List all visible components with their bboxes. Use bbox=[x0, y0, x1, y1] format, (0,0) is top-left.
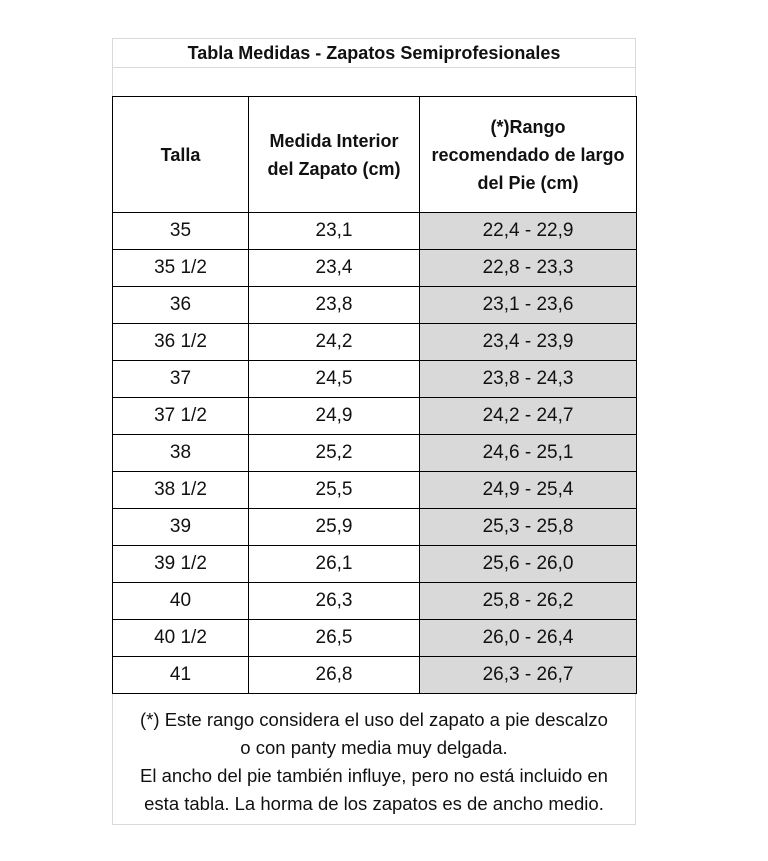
table-row bbox=[113, 546, 637, 583]
table-row bbox=[113, 435, 637, 472]
rango-cell: 25,8 - 26,2 bbox=[420, 583, 637, 620]
blank-row bbox=[112, 67, 636, 96]
table-row bbox=[113, 398, 637, 435]
talla-cell: 40 bbox=[113, 583, 249, 620]
medida-cell: 23,1 bbox=[249, 213, 420, 250]
header-medida-line1: Medida Interior bbox=[269, 130, 399, 151]
rango-cell: 22,4 - 22,9 bbox=[420, 213, 637, 250]
medida-cell: 26,1 bbox=[249, 546, 420, 583]
medida-cell: 26,8 bbox=[249, 657, 420, 694]
size-chart-sheet bbox=[112, 38, 636, 825]
footnote-line: esta tabla. La horma de los zapatos es de ancho medio. bbox=[144, 793, 604, 814]
talla-cell: 39 1/2 bbox=[113, 546, 249, 583]
header-talla bbox=[113, 97, 249, 213]
footnote-line: o con panty media muy delgada. bbox=[240, 737, 508, 758]
rango-cell: 24,6 - 25,1 bbox=[420, 435, 637, 472]
size-table bbox=[112, 96, 637, 694]
header-medida bbox=[249, 97, 420, 213]
table-row bbox=[113, 509, 637, 546]
table-row bbox=[113, 472, 637, 509]
table-title: Tabla Medidas - Zapatos Semiprofesionales bbox=[112, 38, 636, 67]
table-row bbox=[113, 287, 637, 324]
rango-cell: 23,4 - 23,9 bbox=[420, 324, 637, 361]
footnote bbox=[112, 694, 636, 825]
table-row bbox=[113, 583, 637, 620]
medida-cell: 24,9 bbox=[249, 398, 420, 435]
talla-cell: 35 bbox=[113, 213, 249, 250]
header-talla-label: Talla bbox=[160, 144, 201, 165]
medida-cell: 26,3 bbox=[249, 583, 420, 620]
talla-cell: 35 1/2 bbox=[113, 250, 249, 287]
footnote-line: El ancho del pie también influye, pero no está incluido en bbox=[140, 765, 608, 786]
rango-cell: 25,3 - 25,8 bbox=[420, 509, 637, 546]
medida-cell: 25,5 bbox=[249, 472, 420, 509]
medida-cell: 24,2 bbox=[249, 324, 420, 361]
medida-cell: 24,5 bbox=[249, 361, 420, 398]
table-row bbox=[113, 361, 637, 398]
table-body bbox=[113, 213, 637, 694]
rango-cell: 24,2 - 24,7 bbox=[420, 398, 637, 435]
rango-cell: 26,0 - 26,4 bbox=[420, 620, 637, 657]
talla-cell: 39 bbox=[113, 509, 249, 546]
talla-cell: 36 bbox=[113, 287, 249, 324]
rango-cell: 23,1 - 23,6 bbox=[420, 287, 637, 324]
talla-cell: 38 1/2 bbox=[113, 472, 249, 509]
medida-cell: 26,5 bbox=[249, 620, 420, 657]
rango-cell: 24,9 - 25,4 bbox=[420, 472, 637, 509]
table-row bbox=[113, 657, 637, 694]
header-rango-line2: recomendado de largo bbox=[431, 144, 625, 165]
table-row bbox=[113, 620, 637, 657]
rango-cell: 22,8 - 23,3 bbox=[420, 250, 637, 287]
medida-cell: 23,8 bbox=[249, 287, 420, 324]
rango-cell: 26,3 - 26,7 bbox=[420, 657, 637, 694]
header-medida-line2: del Zapato (cm) bbox=[267, 158, 401, 179]
table-row bbox=[113, 324, 637, 361]
header-rango bbox=[420, 97, 637, 213]
talla-cell: 37 bbox=[113, 361, 249, 398]
header-row bbox=[113, 97, 637, 213]
medida-cell: 25,2 bbox=[249, 435, 420, 472]
table-row bbox=[113, 213, 637, 250]
rango-cell: 23,8 - 24,3 bbox=[420, 361, 637, 398]
talla-cell: 37 1/2 bbox=[113, 398, 249, 435]
talla-cell: 41 bbox=[113, 657, 249, 694]
medida-cell: 23,4 bbox=[249, 250, 420, 287]
rango-cell: 25,6 - 26,0 bbox=[420, 546, 637, 583]
table-row bbox=[113, 250, 637, 287]
talla-cell: 36 1/2 bbox=[113, 324, 249, 361]
header-rango-line3: del Pie (cm) bbox=[477, 172, 579, 193]
talla-cell: 40 1/2 bbox=[113, 620, 249, 657]
talla-cell: 38 bbox=[113, 435, 249, 472]
medida-cell: 25,9 bbox=[249, 509, 420, 546]
footnote-line: (*) Este rango considera el uso del zapato a pie descalzo bbox=[140, 709, 608, 730]
header-rango-line1: (*)Rango bbox=[490, 116, 566, 137]
